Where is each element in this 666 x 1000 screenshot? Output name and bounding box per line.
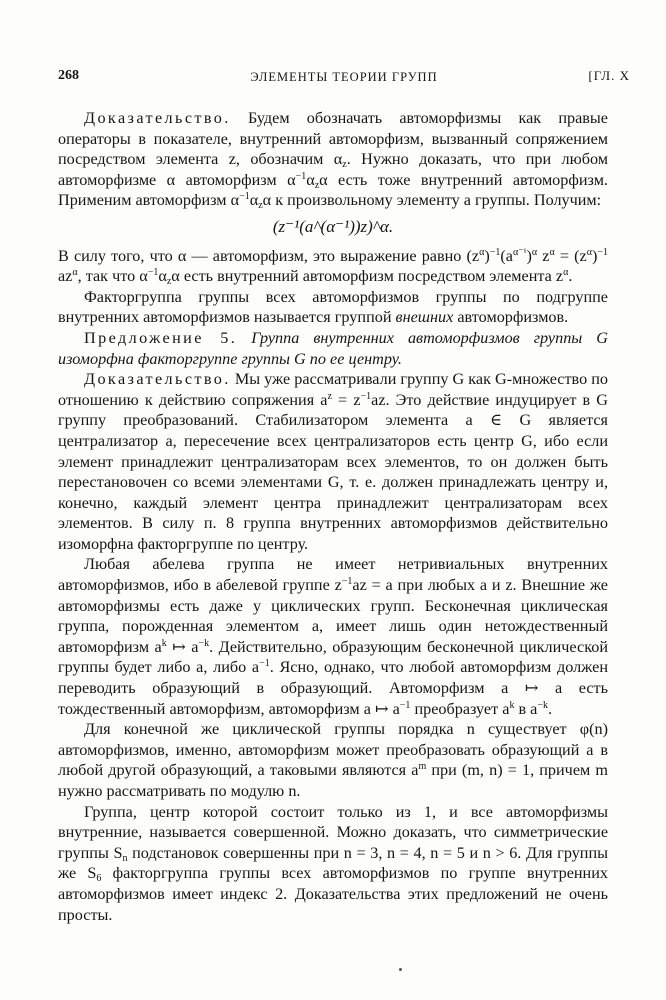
paragraph-3: Факторгруппа группы всех автоморфизмов группы по подгруппе внутренних автоморфизмов называется группой внешних автоморфизмов.	[58, 287, 608, 327]
running-title: ЭЛЕМЕНТЫ ТЕОРИИ ГРУПП	[250, 70, 438, 84]
proof-paragraph-2: Доказательство. Мы уже рассматривали группу G как G-множество по отношению к действию сопряжения $a^z = z^{-1}az$. Это действие индуцирует в G группу преобразований. Стабилизатором элемента a ∈ G является централизатор a, пересечение всех централизаторов есть центр G, ибо если элемент принадлежит централизаторам всех элементов, то он должен быть перестановочен со всеми элементами G, т. е. должен принадлежать центру и, конечно, каждый элемент центра принадлежит централизаторам всех элементов. В силу п. 8 группа внутренних автоморфизмов действительно изоморфна факторгруппе по центру.	[58, 370, 608, 553]
proposition-5: Предложение 5. Группа внутренних автоморфизмов группы G изоморфна факторгруппе группы G по ее центру.	[58, 328, 608, 368]
paragraph-8: Группа, центр которой состоит только из 1, и все автоморфизмы внутренние, называется совершенной. Можно доказать, что симметрические группы $S_n$ подстановок совершенны при n = 3, n = 4, n = 5 и n > 6. Для группы же $S_6$ факторгруппа группы всех автоморфизмов по группе внутренних автоморфизмов имеет индекс 2. Доказательства этих предложений не очень просты.	[58, 802, 608, 924]
paragraph-7: Для конечной же циклической группы порядка n существует φ(n) автоморфизмов, именно, автоморфизм может преобразовать образующий a в любой другой образующий, а таковыми являются $a^m$ при (m, n) = 1, причем m нужно рассматривать по модулю n.	[58, 720, 608, 800]
chapter-marker: [ГЛ. X	[588, 68, 630, 83]
proof-heading: Доказательство.	[84, 109, 231, 127]
page-number: 268	[58, 68, 79, 83]
proof-paragraph-1: Доказательство. Будем обозначать автоморфизмы как правые операторы в показателе, внутренний автоморфизм, вызванный сопряжением посредством элемента z, обозначим $\alpha_z$. Нужно доказать, что при любом автоморфизме α автоморфизм $\alpha^{-1}\alpha_z\alpha$ есть тоже внутренний автоморфизм. Применим автоморфизм $\alpha^{-1}\alpha_z\alpha$ к произвольному элементу a группы. Получим:	[58, 109, 608, 212]
printing-speck	[399, 968, 402, 971]
paragraph-6: Любая абелева группа не имеет нетривиальных внутренних автоморфизмов, ибо в абелевой группе $z^{-1}az = a$ при любых a и z. Внешние же автоморфизмы есть даже у циклических групп. Бесконечная циклическая группа, порожденная элементом a, имеет лишь один нетождественный автоморфизм $a^k$ ↦ $a^{-k}$. Действительно, образующим бесконечной циклической группы будет либо a, либо $a^{-1}$. Ясно, однако, что любой автоморфизм должен переводить образующий в образующий. Автоморфизм a ↦ a есть тождественный автоморфизм, автоморфизм a ↦ $a^{-1}$ преобразует $a^k$ в $a^{-k}$.	[58, 555, 609, 718]
proof-heading-2: Доказательство.	[84, 370, 231, 389]
page-body	[58, 108, 608, 925]
formula-1: (z⁻¹(a^(α⁻¹))z)^α.	[272, 216, 394, 236]
proposition-heading: Предложение 5.	[84, 328, 238, 347]
running-header	[58, 68, 630, 90]
paragraph-2: В силу того, что α — автоморфизм, это выражение равно $(z^\alpha)^{-1}(a^{\alpha^{-1}})^\alpha$ $z^\alpha = (z^\alpha)^{-1}$ $az^\alpha$, так что $\alpha^{-1}\alpha_z\alpha$ есть внутренний автоморфизм посредством элемента $z^\alpha$.	[58, 246, 608, 288]
